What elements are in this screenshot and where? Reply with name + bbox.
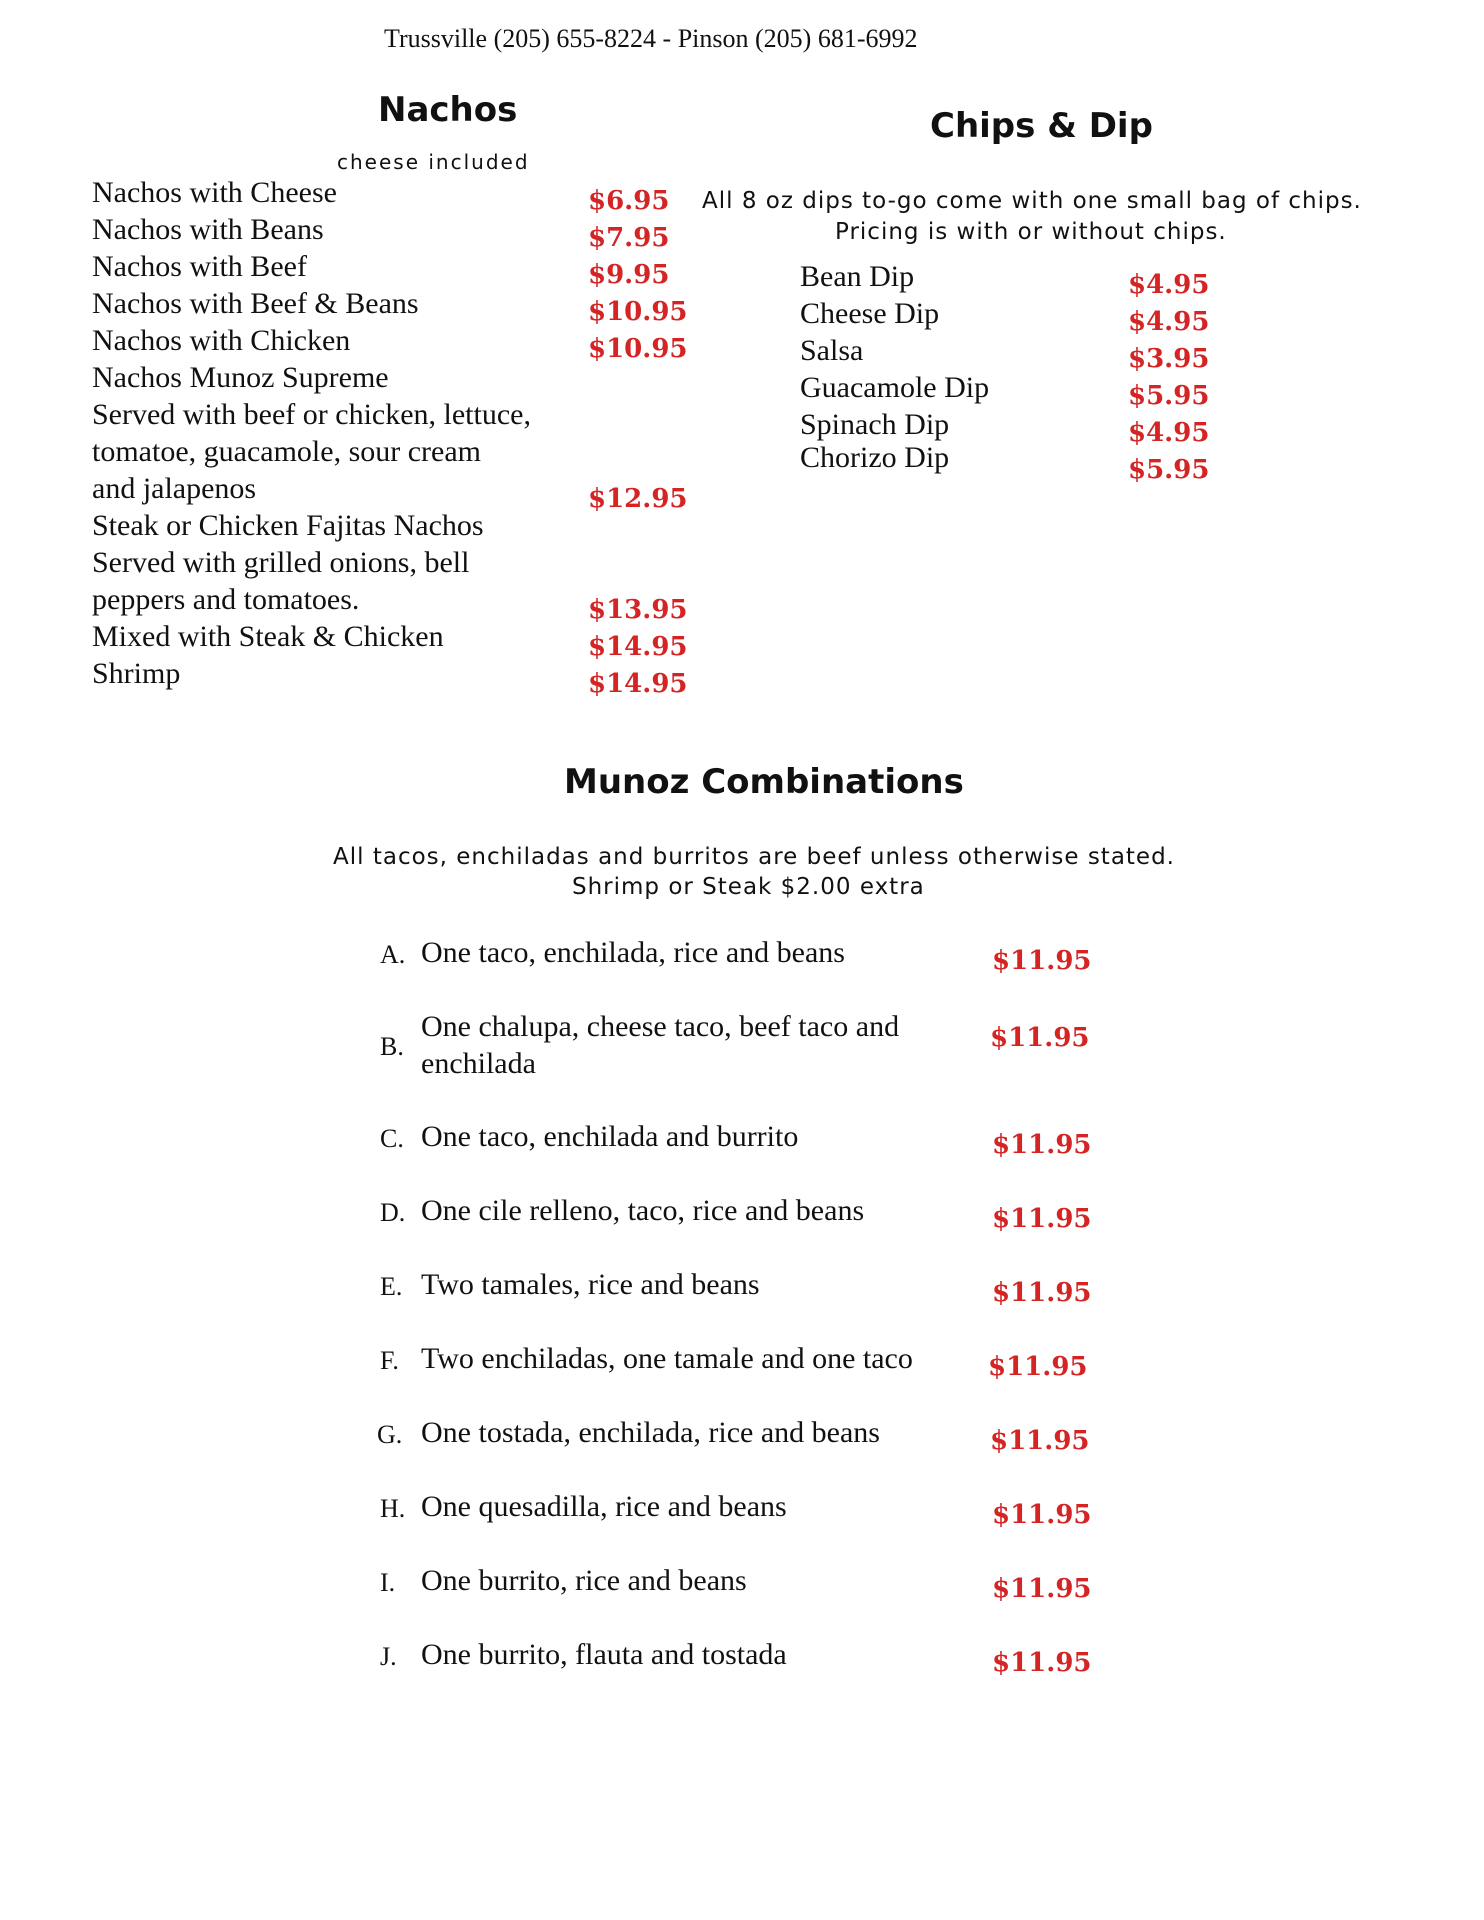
combo-letter: E. [380, 1272, 403, 1301]
combo-letter: J. [380, 1642, 397, 1671]
chips-dip-note: Pricing is with or without chips. [835, 219, 1227, 245]
dip-item-price: $3.95 [1128, 344, 1210, 374]
combo-description: One tostada, enchilada, rice and beans [421, 1416, 880, 1449]
menu-item-price: $14.95 [588, 669, 688, 699]
menu-item-price: $6.95 [588, 186, 670, 216]
menu-item-name: Nachos with Cheese [92, 176, 337, 209]
combo-price: $11.95 [992, 1500, 1092, 1530]
combo-letter: H. [380, 1494, 406, 1523]
combo-price: $11.95 [988, 1352, 1088, 1382]
combo-letter: G. [377, 1420, 403, 1449]
dip-item-name: Chorizo Dip [800, 441, 950, 474]
menu-item-name: Steak or Chicken Fajitas Nachos [92, 509, 484, 542]
dip-item-price: $4.95 [1128, 307, 1210, 337]
dip-item-price: $4.95 [1128, 270, 1210, 300]
dip-item-price: $5.95 [1128, 381, 1210, 411]
dip-item-name: Guacamole Dip [800, 371, 990, 404]
menu-item-name: Nachos with Beef & Beans [92, 287, 419, 320]
combo-description: One taco, enchilada and burrito [421, 1120, 799, 1153]
menu-item-description: Served with beef or chicken, lettuce, [92, 398, 531, 431]
menu-item-price: $12.95 [588, 484, 688, 514]
nachos-title: Nachos [378, 90, 518, 130]
contact-line: Trussville (205) 655-8224 - Pinson (205) 681-6992 [384, 24, 918, 53]
combo-letter: D. [380, 1198, 406, 1227]
menu-item-price: $9.95 [588, 260, 670, 290]
menu-item-name: Nachos with Chicken [92, 324, 351, 357]
nachos-subtitle: cheese included [337, 150, 530, 174]
dip-item-name: Spinach Dip [800, 408, 950, 441]
combo-price: $11.95 [992, 1204, 1092, 1234]
menu-item-description: and jalapenos [92, 472, 257, 505]
menu-item-description: peppers and tomatoes. [92, 583, 360, 616]
dip-item-price: $4.95 [1128, 418, 1210, 448]
menu-item-name: Nachos with Beans [92, 213, 324, 246]
combinations-title: Munoz Combinations [564, 762, 964, 802]
combo-description: One chalupa, cheese taco, beef taco and [421, 1010, 900, 1043]
menu-item-description: Served with grilled onions, bell [92, 546, 470, 579]
combo-description: One cile relleno, taco, rice and beans [421, 1194, 865, 1227]
combo-price: $11.95 [992, 946, 1092, 976]
combo-letter: C. [380, 1124, 404, 1153]
combo-letter: I. [380, 1568, 396, 1597]
chips-dip-title: Chips & Dip [930, 106, 1153, 146]
dip-item-price: $5.95 [1128, 455, 1210, 485]
menu-item-name: Nachos Munoz Supreme [92, 361, 389, 394]
dip-item-name: Cheese Dip [800, 297, 940, 330]
dip-item-name: Salsa [800, 334, 864, 367]
combinations-note: All tacos, enchiladas and burritos are beef unless otherwise stated. [333, 844, 1175, 870]
combo-price: $11.95 [992, 1130, 1092, 1160]
combo-description: Two tamales, rice and beans [421, 1268, 760, 1301]
combo-price: $11.95 [992, 1574, 1092, 1604]
combo-price: $11.95 [990, 1023, 1090, 1053]
menu-item-name: Shrimp [92, 657, 181, 690]
combo-price: $11.95 [992, 1648, 1092, 1678]
menu-item-name: Mixed with Steak & Chicken [92, 620, 444, 653]
combo-description: enchilada [421, 1047, 536, 1080]
combo-description: One taco, enchilada, rice and beans [421, 936, 845, 969]
menu-item-description: tomatoe, guacamole, sour cream [92, 435, 482, 468]
combo-letter: A. [380, 940, 406, 969]
combo-description: One burrito, rice and beans [421, 1564, 747, 1597]
menu-item-name: Nachos with Beef [92, 250, 307, 283]
menu-item-price: $7.95 [588, 223, 670, 253]
combo-price: $11.95 [990, 1426, 1090, 1456]
combo-description: One quesadilla, rice and beans [421, 1490, 787, 1523]
dip-item-name: Bean Dip [800, 260, 915, 293]
menu-item-price: $14.95 [588, 632, 688, 662]
menu-item-price: $10.95 [588, 334, 688, 364]
combo-description: One burrito, flauta and tostada [421, 1638, 787, 1671]
combo-letter: B. [380, 1032, 404, 1061]
menu-item-price: $10.95 [588, 297, 688, 327]
menu-item-price: $13.95 [588, 595, 688, 625]
combo-price: $11.95 [992, 1278, 1092, 1308]
chips-dip-note: All 8 oz dips to-go come with one small bag of chips. [702, 188, 1362, 214]
combinations-note: Shrimp or Steak $2.00 extra [572, 874, 925, 900]
combo-description: Two enchiladas, one tamale and one taco [421, 1342, 913, 1375]
combo-letter: F. [380, 1346, 399, 1375]
